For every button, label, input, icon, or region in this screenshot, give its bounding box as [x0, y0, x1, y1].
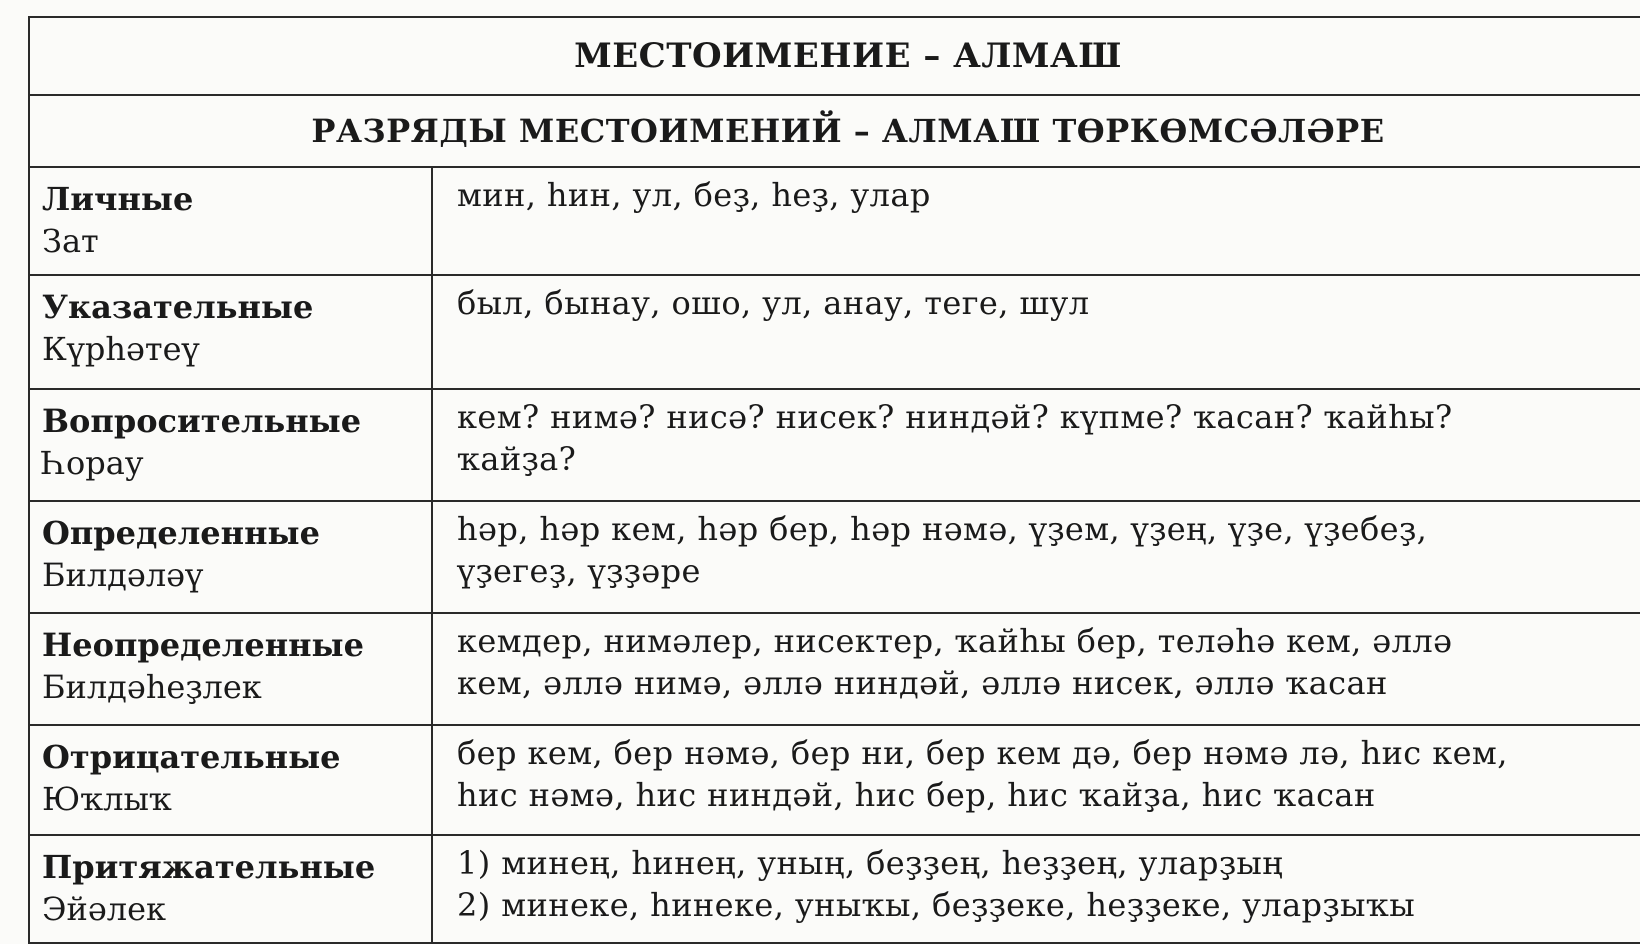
example-line: 2) минеке, һинеке, уныҡы, беҙҙеке, һеҙҙеке, уларҙыҡы: [457, 886, 1416, 924]
table-row: [29, 613, 1640, 725]
example-line: кем? нимә? нисә? нисек? ниндәй? күпме? ҡасан? ҡайһы?: [457, 398, 1453, 436]
example-line: бер кем, бер нәмә, бер ни, бер кем дә, бер нәмә лә, һис кем,: [457, 734, 1508, 772]
table-row: [29, 725, 1640, 835]
category-bashkir: Юҡлыҡ: [42, 780, 172, 818]
category-bashkir: Зат: [42, 222, 99, 260]
example-line: үҙегеҙ, үҙҙәре: [457, 552, 701, 590]
category-cell: [29, 275, 432, 389]
table-row: [29, 835, 1640, 943]
category-russian: Указательные: [42, 288, 314, 326]
table-row: [29, 501, 1640, 613]
example-line: мин, һин, ул, беҙ, һеҙ, улар: [457, 176, 931, 214]
category-russian: Отрицательные: [42, 738, 341, 776]
example-line: кем, әллә нимә, әллә ниндәй, әллә нисек, әллә ҡасан: [457, 664, 1388, 702]
examples-cell: [432, 275, 1640, 389]
category-russian: Притяжательные: [42, 848, 376, 886]
examples-cell: [432, 725, 1640, 835]
example-line: ҡайҙа?: [457, 440, 577, 478]
examples-cell: [432, 835, 1640, 943]
category-russian: Определенные: [42, 514, 320, 552]
category-cell: [29, 725, 432, 835]
table-row: [29, 167, 1640, 275]
category-bashkir: Күрһәтеү: [42, 330, 200, 368]
category-bashkir: Билдәһеҙлек: [42, 668, 262, 706]
category-cell: [29, 167, 432, 275]
examples-cell: [432, 167, 1640, 275]
example-line: һәр, һәр кем, һәр бер, һәр нәмә, үҙем, үҙең, үҙе, үҙебеҙ,: [457, 510, 1428, 548]
category-russian: Личные: [42, 180, 194, 218]
examples-cell: [432, 501, 1640, 613]
table-title: МЕСТОИМЕНИЕ – АЛМАШ: [29, 17, 1640, 95]
table-row: [29, 389, 1640, 501]
subtitle-row: [29, 95, 1640, 167]
examples-cell: [432, 613, 1640, 725]
category-bashkir: Һорау: [42, 444, 144, 482]
example-line: 1) минең, һинең, уның, беҙҙең, һеҙҙең, уларҙың: [457, 844, 1284, 882]
category-cell: [29, 389, 432, 501]
examples-cell: [432, 389, 1640, 501]
title-row: [29, 17, 1640, 95]
category-russian: Неопределенные: [42, 626, 364, 664]
example-line: был, бынау, ошо, ул, анау, теге, шул: [457, 284, 1090, 322]
table-row: [29, 275, 1640, 389]
table-subtitle: РАЗРЯДЫ МЕСТОИМЕНИЙ – АЛМАШ ТӨРКӨМСӘЛӘРЕ: [29, 95, 1640, 167]
category-cell: [29, 613, 432, 725]
example-line: һис нәмә, һис ниндәй, һис бер, һис ҡайҙа, һис ҡасан: [457, 776, 1376, 814]
category-russian: Вопросительные: [42, 402, 362, 440]
category-cell: [29, 835, 432, 943]
pronoun-table: [28, 16, 1640, 944]
category-bashkir: Билдәләү: [42, 556, 204, 594]
example-line: кемдер, нимәлер, нисектер, ҡайһы бер, теләһә кем, әллә: [457, 622, 1453, 660]
category-cell: [29, 501, 432, 613]
category-bashkir: Эйәлек: [42, 890, 167, 928]
